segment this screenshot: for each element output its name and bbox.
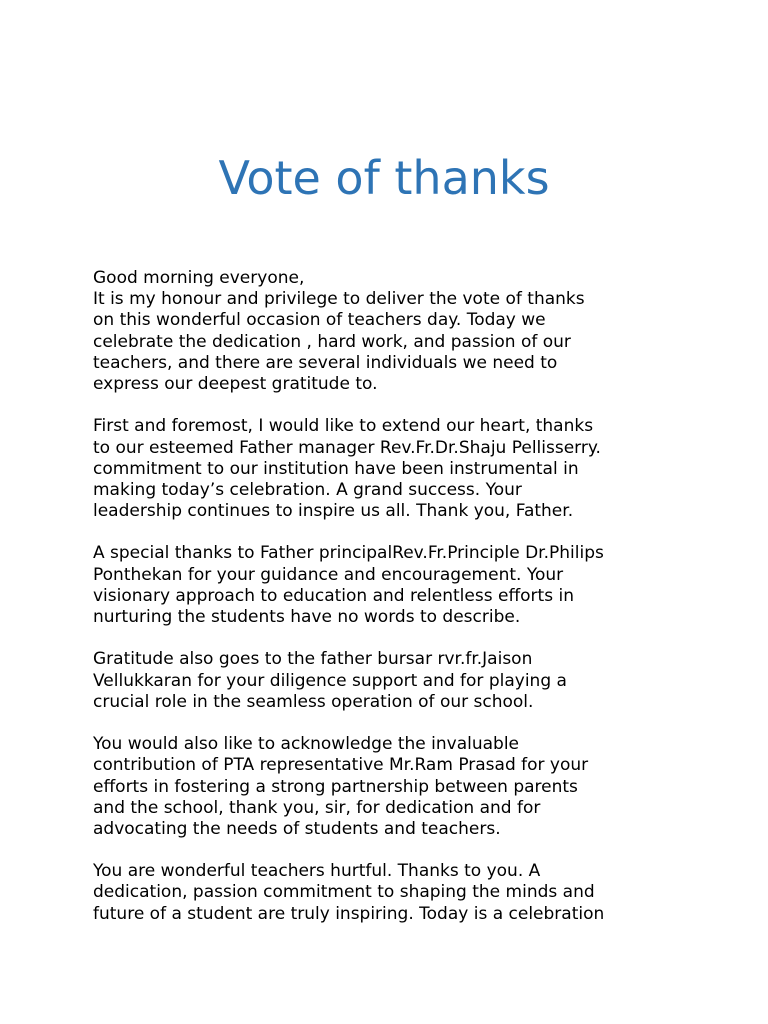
text-line: visionary approach to education and relentless efforts in (93, 585, 574, 606)
text-line: making today’s celebration. A grand success. Your (93, 479, 522, 500)
text-line: A special thanks to Father principalRev.Fr.Principle Dr.Philips (93, 543, 604, 564)
text-line: express our deepest gratitude to. (93, 373, 378, 394)
text-line: dedication, passion commitment to shaping the minds and (93, 882, 595, 903)
text-line: contribution of PTA representative Mr.Ram Prasad for your (93, 755, 589, 776)
text-line: teachers, and there are several individuals we need to (93, 352, 558, 373)
text-line: Gratitude also goes to the father bursar rvr.fr.Jaison (93, 649, 533, 670)
paragraph-greeting (93, 268, 693, 395)
text-line: It is my honour and privilege to deliver the vote of thanks (93, 289, 585, 310)
text-line: advocating the needs of students and teachers. (93, 818, 501, 839)
text-line: crucial role in the seamless operation of our school. (93, 691, 534, 712)
text-line: You are wonderful teachers hurtful. Thanks to you. A (93, 861, 541, 882)
text-line: First and foremost, I would like to extend our heart, thanks (93, 416, 594, 437)
text-line: Ponthekan for your guidance and encouragement. Your (93, 564, 564, 585)
text-line: celebrate the dedication , hard work, and passion of our (93, 331, 571, 352)
paragraph-teachers (93, 861, 693, 925)
text-line: leadership continues to inspire us all. Thank you, Father. (93, 501, 574, 522)
paragraph-bursar (93, 649, 693, 713)
text-line: on this wonderful occasion of teachers day. Today we (93, 310, 546, 331)
paragraph-principal (93, 543, 693, 628)
text-line: and the school, thank you, sir, for dedication and for (93, 797, 541, 818)
document-title: Vote of thanks (218, 151, 550, 205)
paragraph-pta (93, 734, 693, 840)
document-body (93, 268, 693, 946)
text-line: efforts in fostering a strong partnership between parents (93, 776, 578, 797)
text-line: commitment to our institution have been instrumental in (93, 458, 579, 479)
text-line: future of a student are truly inspiring. Today is a celebration (93, 903, 605, 924)
text-line: Good morning everyone, (93, 268, 305, 288)
text-line: Vellukkaran for your diligence support and for playing a (93, 670, 567, 691)
paragraph-manager (93, 416, 693, 522)
text-line: You would also like to acknowledge the invaluable (93, 734, 520, 755)
text-line: to our esteemed Father manager Rev.Fr.Dr.Shaju Pellisserry. (93, 437, 601, 458)
text-line: nurturing the students have no words to describe. (93, 607, 521, 627)
